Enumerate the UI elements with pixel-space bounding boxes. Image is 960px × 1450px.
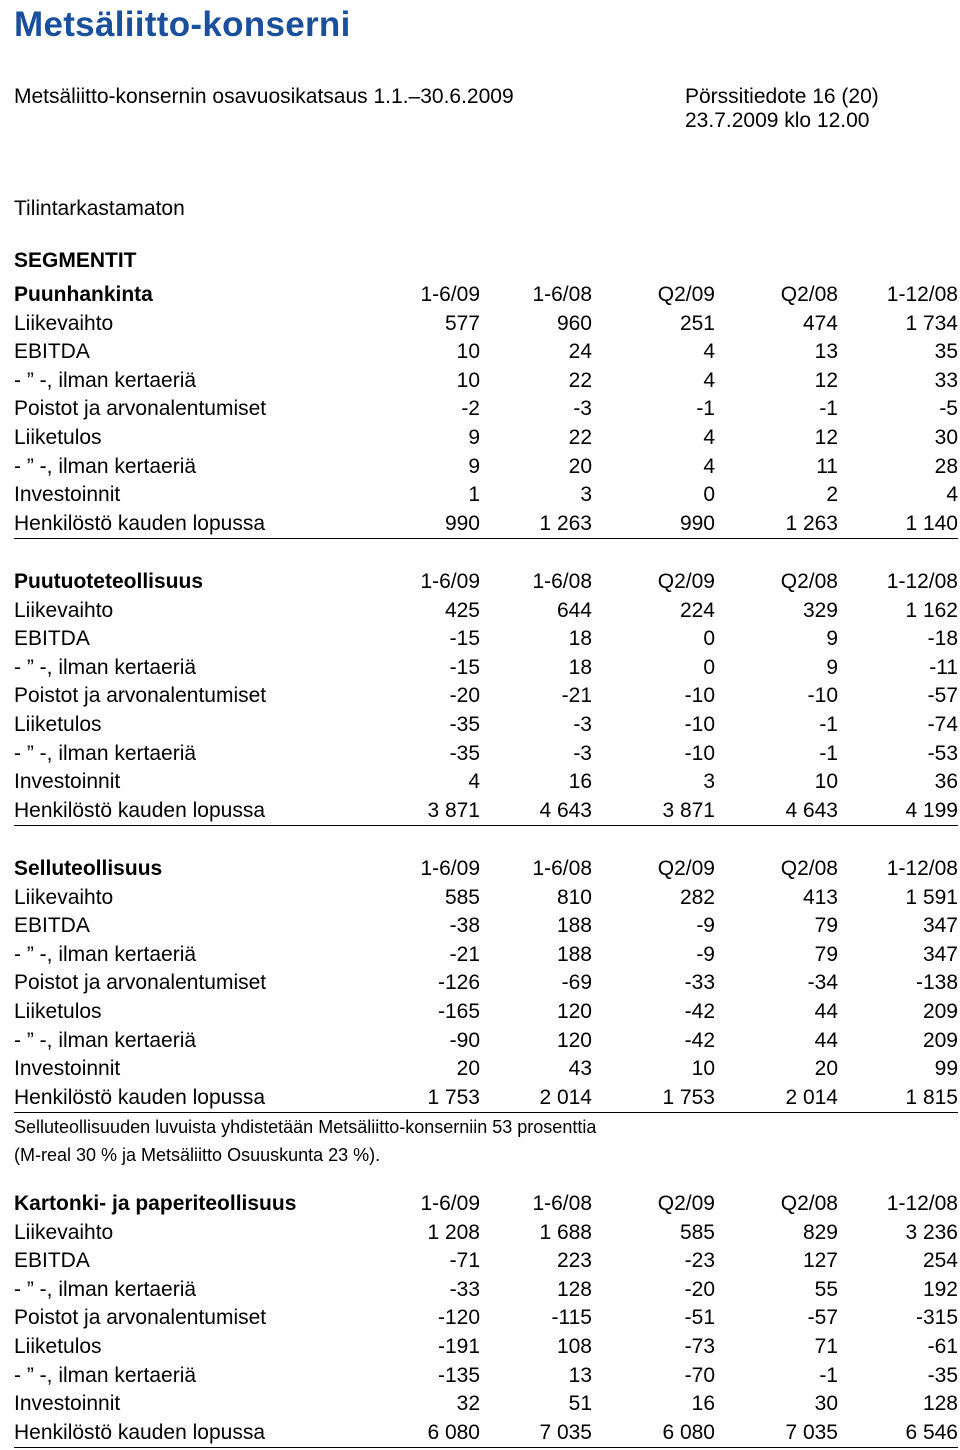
table-cell: 4 — [703, 425, 715, 449]
table-cell: -23 — [684, 1249, 715, 1273]
table-cell: -135 — [437, 1363, 480, 1387]
table-cell: 44 — [814, 999, 838, 1023]
table-cell: -1 — [819, 1363, 838, 1387]
table-cell: -33 — [684, 971, 715, 995]
table-row — [14, 654, 958, 683]
table-cell: 28 — [934, 454, 958, 478]
column-header: Q2/08 — [780, 570, 838, 593]
row-label: EBITDA — [14, 627, 90, 651]
table-cell: 127 — [802, 1249, 838, 1273]
row-label: - ” -, ilman kertaeriä — [14, 741, 197, 765]
table-cell: 474 — [802, 311, 838, 335]
segment-header-row — [14, 281, 958, 310]
section-title: SEGMENTIT — [14, 249, 137, 272]
table-cell: -5 — [939, 397, 958, 421]
table-cell: 18 — [568, 655, 592, 679]
table-row — [14, 1027, 958, 1056]
table-cell: -3 — [573, 397, 592, 421]
table-row — [14, 424, 958, 453]
segment-header-row — [14, 568, 958, 597]
row-label: Poistot ja arvonalentumiset — [14, 397, 267, 421]
release-number: Pörssitiedote 16 (20) — [685, 85, 879, 108]
table-cell: 960 — [556, 311, 592, 335]
table-cell: 209 — [922, 1028, 958, 1052]
table-cell: -33 — [449, 1277, 480, 1301]
segment-header-row — [14, 855, 958, 884]
table-cell: 13 — [814, 340, 838, 364]
table-cell: 22 — [568, 425, 592, 449]
table-cell: -73 — [684, 1334, 715, 1358]
table-cell: 4 643 — [539, 798, 592, 822]
table-cell: 329 — [802, 598, 838, 622]
table-cell: 0 — [703, 627, 715, 651]
table-cell: 223 — [556, 1249, 592, 1273]
table-row — [14, 1084, 958, 1113]
table-row — [14, 884, 958, 913]
table-cell: 10 — [814, 770, 838, 794]
table-cell: -115 — [551, 1306, 592, 1330]
row-label: Liiketulos — [14, 1334, 102, 1358]
table-cell: 55 — [814, 1277, 838, 1301]
row-label: Liikevaihto — [14, 885, 114, 909]
table-cell: -57 — [927, 684, 958, 708]
table-cell: 0 — [703, 655, 715, 679]
table-cell: -21 — [561, 684, 592, 708]
table-cell: 11 — [816, 454, 838, 478]
table-row — [14, 768, 958, 797]
table-cell: -1 — [696, 397, 715, 421]
row-label: Liikevaihto — [14, 1220, 114, 1244]
segment-table — [14, 568, 958, 826]
table-cell: 3 — [703, 770, 715, 794]
table-cell: -10 — [684, 712, 715, 736]
table-cell: -315 — [915, 1306, 958, 1330]
table-cell: -70 — [684, 1363, 715, 1387]
column-header: Q2/08 — [780, 857, 838, 880]
table-cell: 30 — [814, 1392, 838, 1416]
table-cell: -69 — [561, 971, 592, 995]
table-cell: 32 — [456, 1392, 480, 1416]
company-logo: Metsäliitto-konserni — [14, 5, 351, 44]
table-row — [14, 1390, 958, 1419]
table-cell: 99 — [934, 1057, 958, 1081]
table-cell: 20 — [814, 1057, 838, 1081]
row-label: Henkilöstö kauden lopussa — [14, 511, 265, 535]
table-cell: 6 546 — [905, 1420, 958, 1444]
table-row — [14, 912, 958, 941]
table-cell: 120 — [556, 1028, 592, 1052]
row-label: Investoinnit — [14, 483, 121, 507]
table-cell: 10 — [456, 340, 480, 364]
column-header: 1-6/09 — [420, 857, 480, 880]
column-header: 1-6/08 — [532, 1192, 592, 1215]
row-label: Henkilöstö kauden lopussa — [14, 1085, 265, 1109]
table-cell: 1 734 — [905, 311, 958, 335]
table-row — [14, 453, 958, 482]
table-row — [14, 367, 958, 396]
table-cell: 9 — [826, 627, 838, 651]
table-cell: 1 815 — [905, 1085, 958, 1109]
row-label: Henkilöstö kauden lopussa — [14, 798, 265, 822]
segment-note: Selluteollisuuden luvuista yhdistetään Metsäliitto-konserniin 53 prosenttia — [14, 1117, 597, 1138]
table-cell: 1 753 — [427, 1085, 480, 1109]
table-cell: -20 — [449, 684, 480, 708]
table-cell: -1 — [819, 741, 838, 765]
table-cell: -35 — [927, 1363, 958, 1387]
table-cell: 1 208 — [427, 1220, 480, 1244]
table-cell: 79 — [814, 914, 838, 938]
table-cell: 3 — [580, 483, 592, 507]
table-cell: 7 035 — [539, 1420, 592, 1444]
row-label: Poistot ja arvonalentumiset — [14, 971, 267, 995]
table-cell: 347 — [922, 942, 958, 966]
table-cell: 585 — [444, 885, 480, 909]
table-cell: 9 — [468, 425, 480, 449]
report-title: Metsäliitto-konsernin osavuosikatsaus 1.1.–30.6.2009 — [14, 85, 514, 108]
table-cell: 20 — [456, 1057, 480, 1081]
table-cell: -20 — [684, 1277, 715, 1301]
table-row — [14, 1362, 958, 1391]
table-cell: 810 — [556, 885, 592, 909]
table-cell: 108 — [556, 1334, 592, 1358]
table-cell: -126 — [437, 971, 480, 995]
table-cell: 1 753 — [662, 1085, 715, 1109]
table-cell: 4 — [468, 770, 480, 794]
table-cell: -120 — [437, 1306, 480, 1330]
release-date: 23.7.2009 klo 12.00 — [685, 109, 870, 132]
row-label: - ” -, ilman kertaeriä — [14, 1363, 197, 1387]
table-cell: -191 — [437, 1334, 480, 1358]
row-label: Liiketulos — [14, 425, 102, 449]
table-cell: -138 — [915, 971, 958, 995]
table-cell: -15 — [449, 627, 480, 651]
table-cell: 6 080 — [662, 1420, 715, 1444]
column-header: Q2/09 — [657, 570, 715, 593]
table-cell: 9 — [468, 454, 480, 478]
segment-name: Kartonki- ja paperiteollisuus — [14, 1192, 297, 1215]
table-row — [14, 941, 958, 970]
column-header: 1-12/08 — [886, 283, 958, 306]
segment-name: Puutuoteteollisuus — [14, 570, 203, 593]
table-cell: 79 — [814, 942, 838, 966]
table-row — [14, 481, 958, 510]
table-cell: 120 — [556, 999, 592, 1023]
table-cell: 2 014 — [539, 1085, 592, 1109]
table-cell: -165 — [437, 999, 480, 1023]
table-cell: -15 — [449, 655, 480, 679]
table-row — [14, 1055, 958, 1084]
table-row — [14, 969, 958, 998]
segment-name: Puunhankinta — [14, 283, 153, 306]
table-row — [14, 711, 958, 740]
table-cell: 2 014 — [785, 1085, 838, 1109]
table-cell: 644 — [556, 598, 592, 622]
table-cell: -61 — [927, 1334, 958, 1358]
table-cell: 7 035 — [785, 1420, 838, 1444]
row-label: Liiketulos — [14, 999, 102, 1023]
table-row — [14, 797, 958, 826]
row-label: - ” -, ilman kertaeriä — [14, 942, 197, 966]
table-cell: 0 — [703, 483, 715, 507]
row-label: EBITDA — [14, 340, 90, 364]
column-header: 1-6/08 — [532, 283, 592, 306]
table-cell: 425 — [444, 598, 480, 622]
row-label: Investoinnit — [14, 1057, 121, 1081]
table-row — [14, 510, 958, 539]
table-cell: 347 — [922, 914, 958, 938]
table-cell: 251 — [679, 311, 715, 335]
segment-header-row — [14, 1190, 958, 1219]
table-cell: -3 — [573, 741, 592, 765]
row-label: Liikevaihto — [14, 598, 114, 622]
column-header: 1-6/08 — [532, 570, 592, 593]
table-cell: 829 — [802, 1220, 838, 1244]
column-header: 1-12/08 — [886, 1192, 958, 1215]
table-cell: -10 — [807, 684, 838, 708]
table-cell: -74 — [927, 712, 958, 736]
segment-table — [14, 855, 958, 1169]
table-cell: -35 — [449, 741, 480, 765]
table-cell: -57 — [807, 1306, 838, 1330]
table-row — [14, 310, 958, 339]
table-cell: 16 — [568, 770, 592, 794]
table-cell: 585 — [679, 1220, 715, 1244]
table-cell: -18 — [927, 627, 958, 651]
table-cell: -2 — [461, 397, 480, 421]
table-cell: 282 — [679, 885, 715, 909]
table-cell: 1 263 — [539, 511, 592, 535]
table-cell: -10 — [684, 741, 715, 765]
table-cell: 16 — [691, 1392, 715, 1416]
table-cell: -1 — [819, 397, 838, 421]
table-cell: -53 — [927, 741, 958, 765]
table-cell: 1 140 — [905, 511, 958, 535]
segment-table — [14, 1190, 958, 1448]
table-row — [14, 395, 958, 424]
table-cell: 413 — [802, 885, 838, 909]
table-cell: 4 — [703, 340, 715, 364]
table-cell: 12 — [814, 368, 838, 392]
table-cell: 18 — [568, 627, 592, 651]
row-label: Investoinnit — [14, 770, 121, 794]
table-cell: -42 — [684, 1028, 715, 1052]
table-cell: 188 — [556, 914, 592, 938]
row-label: Poistot ja arvonalentumiset — [14, 684, 267, 708]
table-cell: 209 — [922, 999, 958, 1023]
table-cell: 188 — [556, 942, 592, 966]
table-cell: -42 — [684, 999, 715, 1023]
table-cell: -1 — [819, 712, 838, 736]
row-label: EBITDA — [14, 914, 90, 938]
segment-note: (M-real 30 % ja Metsäliitto Osuuskunta 23 %). — [14, 1145, 381, 1166]
table-cell: -71 — [449, 1249, 480, 1273]
column-header: Q2/09 — [657, 1192, 715, 1215]
table-cell: -38 — [449, 914, 480, 938]
table-cell: 1 — [468, 483, 480, 507]
table-rule — [14, 1112, 958, 1113]
column-header: 1-12/08 — [886, 857, 958, 880]
table-cell: 4 — [703, 454, 715, 478]
table-cell: 9 — [826, 655, 838, 679]
table-cell: 990 — [679, 511, 715, 535]
row-label: Henkilöstö kauden lopussa — [14, 1420, 265, 1444]
table-cell: 30 — [934, 425, 958, 449]
row-label: Liikevaihto — [14, 311, 114, 335]
column-header: Q2/09 — [657, 283, 715, 306]
table-row — [14, 1219, 958, 1248]
table-cell: 2 — [826, 483, 838, 507]
table-cell: -90 — [449, 1028, 480, 1052]
column-header: 1-6/09 — [420, 1192, 480, 1215]
table-row — [14, 740, 958, 769]
table-row — [14, 1247, 958, 1276]
table-cell: 128 — [922, 1392, 958, 1416]
table-cell: 10 — [691, 1057, 715, 1081]
table-cell: -35 — [449, 712, 480, 736]
table-cell: 1 688 — [539, 1220, 592, 1244]
table-cell: 10 — [456, 368, 480, 392]
column-header: Q2/08 — [780, 1192, 838, 1215]
table-cell: -21 — [449, 942, 480, 966]
column-header: 1-12/08 — [886, 570, 958, 593]
table-cell: 4 643 — [785, 798, 838, 822]
table-cell: 990 — [444, 511, 480, 535]
row-label: Investoinnit — [14, 1392, 121, 1416]
row-label: - ” -, ilman kertaeriä — [14, 454, 197, 478]
table-cell: -51 — [684, 1306, 715, 1330]
table-cell: 1 591 — [905, 885, 958, 909]
unaudited-label: Tilintarkastamaton — [14, 197, 185, 220]
table-row — [14, 597, 958, 626]
table-cell: 13 — [568, 1363, 592, 1387]
table-row — [14, 338, 958, 367]
table-row — [14, 1276, 958, 1305]
table-cell: 3 236 — [905, 1220, 958, 1244]
table-cell: 1 162 — [905, 598, 958, 622]
table-cell: 36 — [934, 770, 958, 794]
table-cell: -11 — [929, 655, 958, 679]
table-cell: 128 — [556, 1277, 592, 1301]
row-label: - ” -, ilman kertaeriä — [14, 655, 197, 679]
table-cell: 20 — [568, 454, 592, 478]
table-cell: 224 — [679, 598, 715, 622]
table-cell: 24 — [568, 340, 592, 364]
table-cell: 12 — [814, 425, 838, 449]
table-cell: -3 — [573, 712, 592, 736]
table-rule — [14, 825, 958, 826]
column-header: 1-6/09 — [420, 570, 480, 593]
table-row — [14, 1419, 958, 1448]
segment-table — [14, 281, 958, 539]
column-header: Q2/08 — [780, 283, 838, 306]
table-cell: 22 — [568, 368, 592, 392]
table-cell: 33 — [934, 368, 958, 392]
table-cell: 192 — [922, 1277, 958, 1301]
table-rule — [14, 1447, 958, 1448]
row-label: - ” -, ilman kertaeriä — [14, 1277, 197, 1301]
column-header: 1-6/09 — [420, 283, 480, 306]
row-label: Poistot ja arvonalentumiset — [14, 1306, 267, 1330]
table-cell: 4 199 — [905, 798, 958, 822]
table-cell: 51 — [568, 1392, 592, 1416]
table-row — [14, 1304, 958, 1333]
row-label: - ” -, ilman kertaeriä — [14, 368, 197, 392]
column-header: Q2/09 — [657, 857, 715, 880]
table-cell: -9 — [696, 914, 715, 938]
table-cell: 43 — [568, 1057, 592, 1081]
table-cell: -9 — [696, 942, 715, 966]
table-row — [14, 998, 958, 1027]
table-cell: 6 080 — [427, 1420, 480, 1444]
table-cell: -10 — [684, 684, 715, 708]
table-cell: 4 — [703, 368, 715, 392]
table-cell: 577 — [444, 311, 480, 335]
table-cell: 44 — [814, 1028, 838, 1052]
table-cell: 1 263 — [785, 511, 838, 535]
table-cell: 254 — [922, 1249, 958, 1273]
row-label: - ” -, ilman kertaeriä — [14, 1028, 197, 1052]
table-cell: 4 — [946, 483, 958, 507]
table-cell: 3 871 — [662, 798, 715, 822]
table-row — [14, 682, 958, 711]
table-rule — [14, 538, 958, 539]
table-cell: 35 — [934, 340, 958, 364]
row-label: EBITDA — [14, 1249, 90, 1273]
row-label: Liiketulos — [14, 712, 102, 736]
table-cell: 71 — [814, 1334, 838, 1358]
table-cell: -34 — [807, 971, 838, 995]
table-row — [14, 1333, 958, 1362]
segment-name: Selluteollisuus — [14, 857, 163, 880]
table-cell: 3 871 — [427, 798, 480, 822]
column-header: 1-6/08 — [532, 857, 592, 880]
table-row — [14, 625, 958, 654]
